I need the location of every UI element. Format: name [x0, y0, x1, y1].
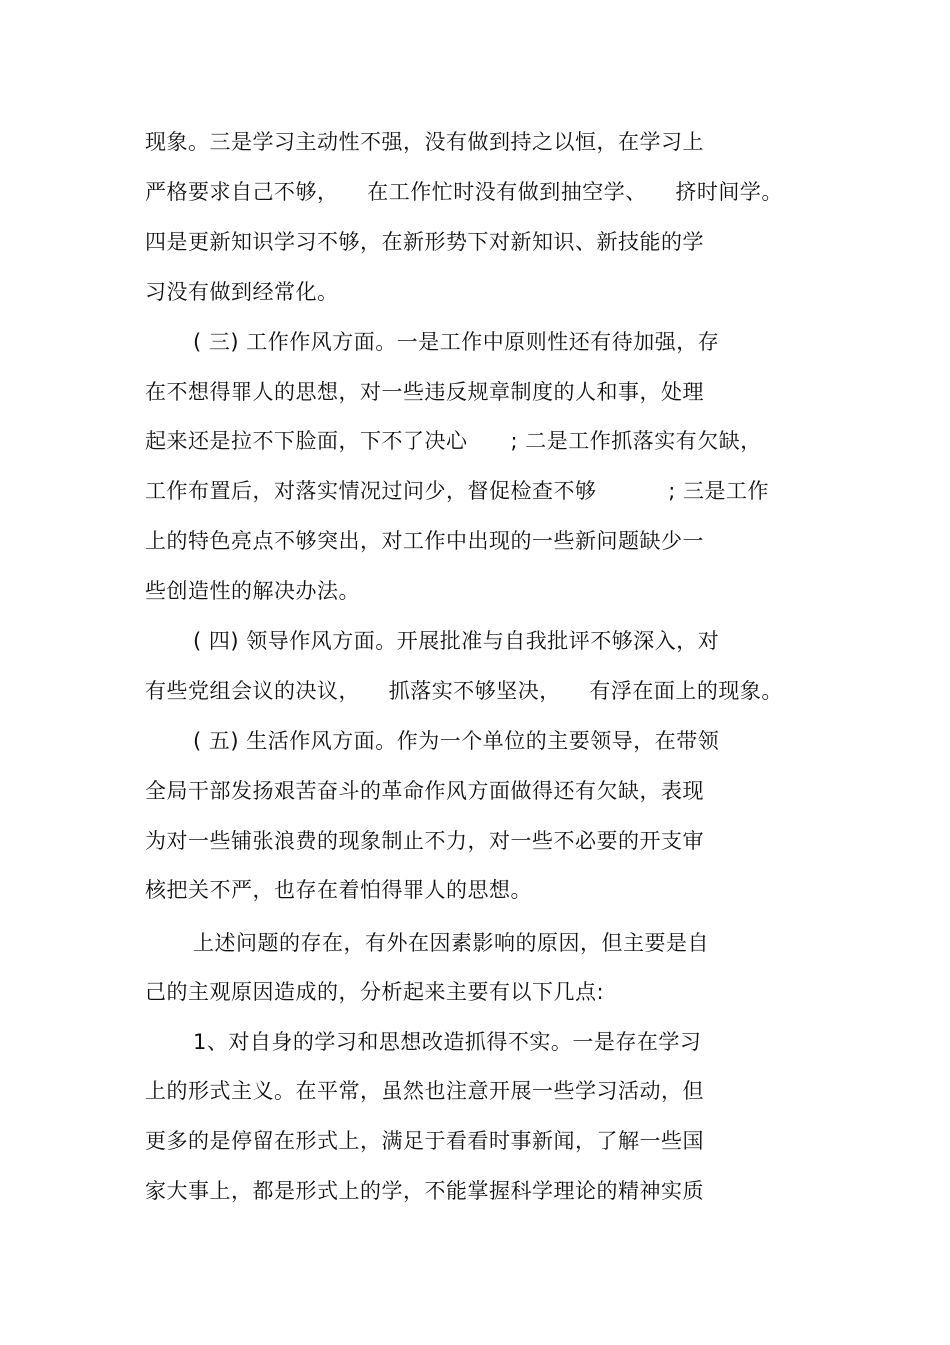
- text-line: 现象。三是学习主动性不强，没有做到持之以恒，在学习上: [145, 130, 704, 154]
- paragraph-start-line: 1、对自身的学习和思想改造抓得不实。一是存在学习: [193, 1030, 702, 1054]
- paragraph-start-line: ( 五) 生活作风方面。作为一个单位的主要领导，在带领: [193, 729, 720, 753]
- text-line: 家大事上，都是形式上的学，不能掌握科学理论的精神实质: [145, 1179, 704, 1203]
- text-line: 上的特色亮点不够突出，对工作中出现的一些新问题缺少一: [145, 529, 704, 553]
- text-line: 严格要求自己不够， 在工作忙时没有做到抽空学、 挤时间学。: [145, 180, 783, 204]
- text-line: 核把关不严，也存在着怕得罪人的思想。: [145, 878, 532, 902]
- paragraph-start-line: 上述问题的存在，有外在因素影响的原因，但主要是自: [193, 931, 709, 955]
- text-line: 为对一些铺张浪费的现象制止不力，对一些不必要的开支审: [145, 829, 704, 853]
- text-line: 上的形式主义。在平常，虽然也注意开展一些学习活动，但: [145, 1079, 704, 1103]
- text-line: 己的主观原因造成的，分析起来主要有以下几点:: [145, 980, 605, 1004]
- text-line: 更多的是停留在形式上，满足于看看时事新闻，了解一些国: [145, 1129, 704, 1153]
- text-line: 四是更新知识学习不够，在新形势下对新知识、新技能的学: [145, 230, 704, 254]
- text-line: 习没有做到经常化。: [145, 280, 339, 304]
- paragraph-start-line: ( 四) 领导作风方面。开展批准与自我批评不够深入，对: [193, 629, 720, 653]
- text-line: 全局干部发扬艰苦奋斗的革命作风方面做得还有欠缺，表现: [145, 779, 704, 803]
- text-line: 工作布置后，对落实情况过问少，督促检查不够 ; 三是工作: [145, 479, 770, 503]
- text-line: 在不想得罪人的思想，对一些违反规章制度的人和事，处理: [145, 380, 704, 404]
- paragraph-start-line: ( 三) 工作作风方面。一是工作中原则性还有待加强，存: [193, 330, 720, 354]
- text-line: 起来还是拉不下脸面，下不了决心 ; 二是工作抓落实有欠缺，: [145, 429, 762, 453]
- text-line: 些创造性的解决办法。: [145, 579, 360, 603]
- text-line: 有些党组会议的决议， 抓落实不够坚决， 有浮在面上的现象。: [145, 679, 783, 703]
